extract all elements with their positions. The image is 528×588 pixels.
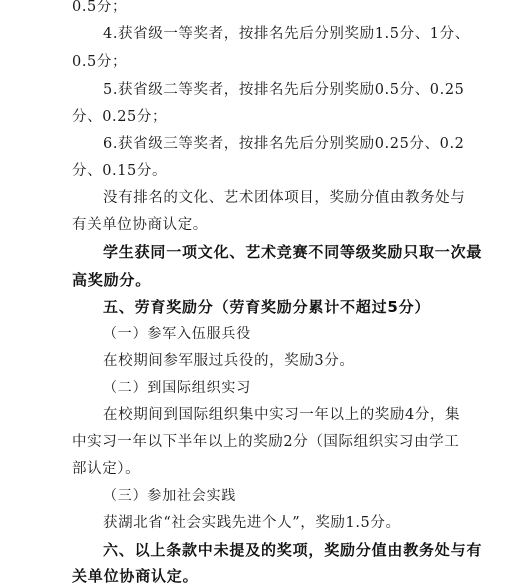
section-heading: 六、以上条款中未提及的奖项，奖励分值由教务处与有 xyxy=(103,541,483,559)
subsection-heading: （二）到国际组织实习 xyxy=(103,380,251,396)
bold-note-line: 高奖励分。 xyxy=(72,271,152,289)
text-line: 有关单位协商认定。 xyxy=(72,217,208,233)
text-line: 部认定）。 xyxy=(72,461,141,477)
subsection-heading: （一）参军入伍服兵役 xyxy=(103,326,251,342)
text-line: 获湖北省“社会实践先进个人”，奖励1.5分。 xyxy=(103,515,401,531)
text-line: 0.5分； xyxy=(72,54,128,70)
text-line: 在校期间到国际组织集中实习一年以上的奖励4分，集 xyxy=(103,407,461,423)
text-line: 5.获省级二等奖者，按排名先后分别奖励0.5分、0.25 xyxy=(103,82,465,98)
text-line: 4.获省级一等奖者，按排名先后分别奖励1.5分、1分、 xyxy=(103,26,470,42)
text-line: 在校期间参军服过兵役的，奖励3分。 xyxy=(103,353,355,369)
section-heading-continued: 关单位协商认定。 xyxy=(72,567,199,585)
text-line: 中实习一年以下半年以上的奖励2分（国际组织实习由学工 xyxy=(72,434,460,450)
text-line: 0.5分； xyxy=(72,0,128,15)
text-line: 没有排名的文化、艺术团体项目，奖励分值由教务处与 xyxy=(103,190,466,206)
text-line: 分、0.25分； xyxy=(72,109,168,125)
text-line: 分、0.15分。 xyxy=(72,163,168,179)
text-line: 6.获省级三等奖者，按排名先后分别奖励0.25分、0.2 xyxy=(103,136,465,152)
bold-note-line: 学生获同一项文化、艺术竞赛不同等级奖励只取一次最 xyxy=(103,243,483,261)
section-heading: 五、劳育奖励分（劳育奖励分累计不超过5分） xyxy=(103,298,431,316)
subsection-heading: （三）参加社会实践 xyxy=(103,488,237,504)
